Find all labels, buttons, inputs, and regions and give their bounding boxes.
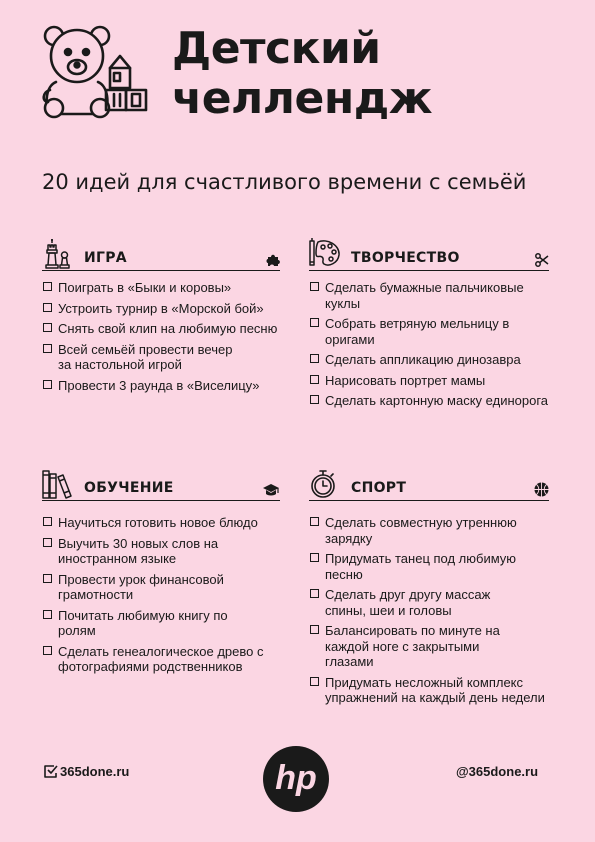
section-sport-list [309, 515, 549, 711]
list-item[interactable]: Собрать ветряную мельницу в оригами [309, 316, 549, 347]
list-item[interactable]: Сделать картонную маску единорога [309, 393, 549, 409]
list-item[interactable]: Провести 3 раунда в «Виселицу» [42, 378, 282, 394]
hp-logo-text: hp [275, 759, 317, 797]
checkbox[interactable] [310, 395, 319, 404]
checkbox[interactable] [310, 282, 319, 291]
checkbox[interactable] [43, 538, 52, 547]
section-game-title: ИГРА [84, 250, 127, 266]
list-item[interactable]: Поиграть в «Быки и коровы» [42, 280, 282, 296]
paint-palette-icon [309, 237, 341, 269]
list-item[interactable]: Устроить турнир в «Морской бой» [42, 301, 282, 317]
checkbox[interactable] [310, 553, 319, 562]
checkbox[interactable] [43, 344, 52, 353]
section-learning-title: ОБУЧЕНИЕ [84, 480, 174, 496]
checkbox[interactable] [310, 517, 319, 526]
checkbox[interactable] [43, 380, 52, 389]
checkbox[interactable] [43, 646, 52, 655]
page-title [172, 24, 432, 124]
list-item[interactable]: Всей семьёй провести вечер за настольной игрой [42, 342, 282, 373]
section-creativity-title: ТВОРЧЕСТВО [351, 250, 460, 266]
checkbox[interactable] [310, 625, 319, 634]
list-item[interactable]: Почитать любимую книгу по ролям [42, 608, 282, 639]
checkbox[interactable] [310, 354, 319, 363]
title-line-1: Детский [172, 23, 381, 74]
list-item[interactable]: Сделать генеалогическое древо с фотографиями родственников [42, 644, 282, 675]
checkbox[interactable] [43, 574, 52, 583]
section-creativity-list [309, 280, 549, 414]
title-line-2: челлендж [172, 73, 433, 124]
checkbox[interactable] [310, 677, 319, 686]
checkbox[interactable] [310, 375, 319, 384]
list-item[interactable]: Научиться готовить новое блюдо [42, 515, 282, 531]
list-item[interactable]: Сделать совместную утреннюю зарядку [309, 515, 549, 546]
basketball-icon [534, 482, 549, 497]
checkbox[interactable] [310, 589, 319, 598]
checkbox[interactable] [43, 323, 52, 332]
list-item[interactable]: Сделать друг другу массаж спины, шеи и головы [309, 587, 549, 618]
section-learning-list [42, 515, 282, 680]
list-item[interactable]: Балансировать по минуте на каждой ноге с закрытыми глазами [309, 623, 549, 670]
teddy-bear-blocks-icon [40, 24, 150, 124]
list-item[interactable]: Снять свой клип на любимую песню [42, 321, 282, 337]
footer-social-handle[interactable]: @365done.ru [456, 764, 539, 779]
list-item[interactable]: Провести урок финансовой грамотности [42, 572, 282, 603]
checkbox[interactable] [310, 318, 319, 327]
stopwatch-icon [309, 469, 337, 499]
section-sport-title: СПОРТ [351, 480, 407, 496]
checkbox[interactable] [43, 303, 52, 312]
checkbox[interactable] [43, 517, 52, 526]
section-creativity-header [309, 240, 549, 271]
list-item[interactable]: Сделать аппликацию динозавра [309, 352, 549, 368]
graduation-cap-icon [262, 483, 280, 497]
books-icon [42, 469, 72, 499]
list-item[interactable]: Выучить 30 новых слов на иностранном языке [42, 536, 282, 567]
list-item[interactable]: Нарисовать портрет мамы [309, 373, 549, 389]
section-game-list [42, 280, 282, 398]
puzzle-piece-icon [266, 253, 280, 267]
section-game-header [42, 240, 280, 271]
checkmark-box-icon [44, 765, 58, 778]
page-subtitle: 20 идей для счастливого времени с семьёй [42, 170, 527, 194]
list-item[interactable]: Придумать несложный комплекс упражнений на каждый день недели [309, 675, 549, 706]
checkbox[interactable] [43, 610, 52, 619]
scissors-icon [535, 253, 549, 267]
section-sport-header [309, 470, 549, 501]
chess-pieces-icon [42, 239, 70, 269]
checkbox[interactable] [43, 282, 52, 291]
list-item[interactable]: Придумать танец под любимую песню [309, 551, 549, 582]
list-item[interactable]: Сделать бумажные пальчиковые куклы [309, 280, 549, 311]
footer-site-link[interactable]: 365done.ru [44, 764, 129, 779]
section-learning-header [42, 470, 280, 501]
hp-logo [262, 745, 330, 813]
